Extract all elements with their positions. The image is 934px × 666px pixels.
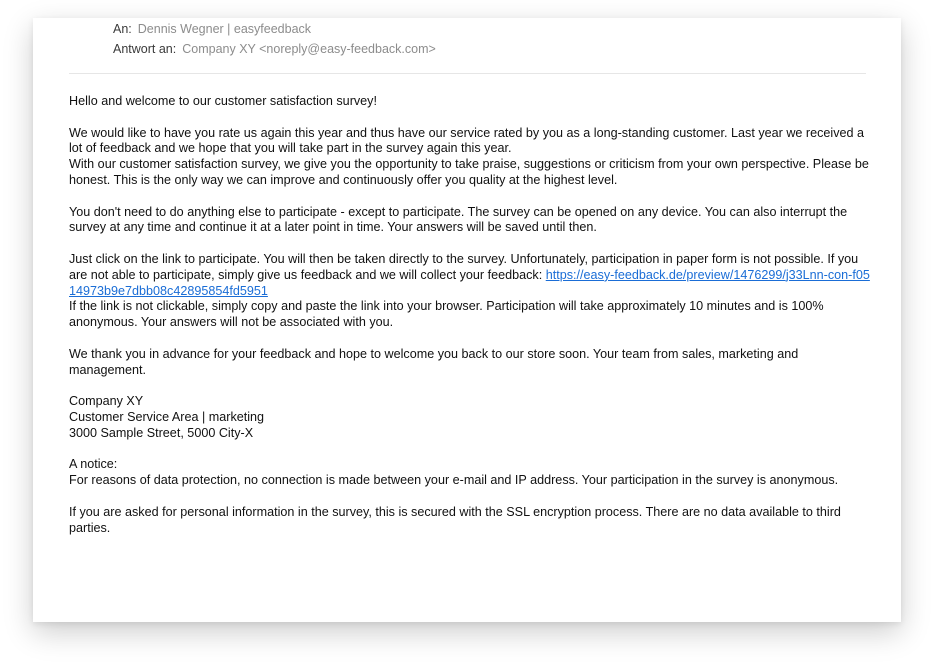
privacy-paragraph: If you are asked for personal information in the survey, this is secured with the SSL encryption process. There are no data available to third parties. xyxy=(69,504,841,535)
reply-to-label: Antwort an: xyxy=(113,42,177,56)
reply-to-row xyxy=(113,42,436,56)
participation-paragraph: You don't need to do anything else to participate - except to participate. The survey can be opened on any device. You can also interrupt the survey at any time and continue it at a later point in time. Your answers will be saved until then. xyxy=(69,204,848,235)
link-paragraph xyxy=(69,252,875,331)
intro-line-1: We would like to have you rate us again this year and thus have our service rated by you as a long-standing customer. Last year we received a lot of feedback and we hope that you will take part in the survey again this year. xyxy=(69,125,865,156)
link-intro-text: Just click on the link to participate. You will then be taken directly to the survey. Unfortunately, participation in paper form is not possible. If you are not able to participate, simply give us feedback and we will collect your feedback: xyxy=(69,251,859,282)
to-row xyxy=(113,22,311,36)
header-divider xyxy=(69,73,866,74)
to-value[interactable]: Dennis Wegner | easyfeedback xyxy=(137,22,312,36)
survey-link[interactable]: https://easy-feedback.de/preview/1476299/j33Lnn-con-f0514973b9e7dbb08c42895854fd5951 xyxy=(69,267,870,298)
signature xyxy=(69,394,875,441)
reply-to-value[interactable]: Company XY <noreply@easy-feedback.com> xyxy=(182,42,436,56)
notice xyxy=(69,457,875,489)
intro-paragraph xyxy=(69,126,875,189)
notice-label: A notice: xyxy=(69,457,118,472)
notice-text: For reasons of data protection, no connection is made between your e-mail and IP address. Your participation in the survey is anonymous. xyxy=(69,473,839,488)
signature-department: Customer Service Area | marketing xyxy=(69,409,265,424)
to-label: An: xyxy=(113,22,132,36)
signature-address: 3000 Sample Street, 5000 City-X xyxy=(69,425,254,440)
link-after-text: If the link is not clickable, simply copy and paste the link into your browser. Participation will take approximately 10 minutes and is 100% anonymous. Your answers will not be associated with you. xyxy=(69,299,824,330)
greeting: Hello and welcome to our customer satisfaction survey! xyxy=(69,94,377,108)
email-window xyxy=(33,18,901,622)
email-body xyxy=(69,94,875,552)
thanks-paragraph: We thank you in advance for your feedback and hope to welcome you back to our store soon. Your team from sales, marketing and management. xyxy=(69,346,799,377)
intro-line-2: With our customer satisfaction survey, we give you the opportunity to take praise, suggestions or criticism from your own perspective. Please be honest. This is the only way we can improve and continuously offer you quality at the highest level. xyxy=(69,157,869,187)
signature-company: Company XY xyxy=(69,394,144,409)
